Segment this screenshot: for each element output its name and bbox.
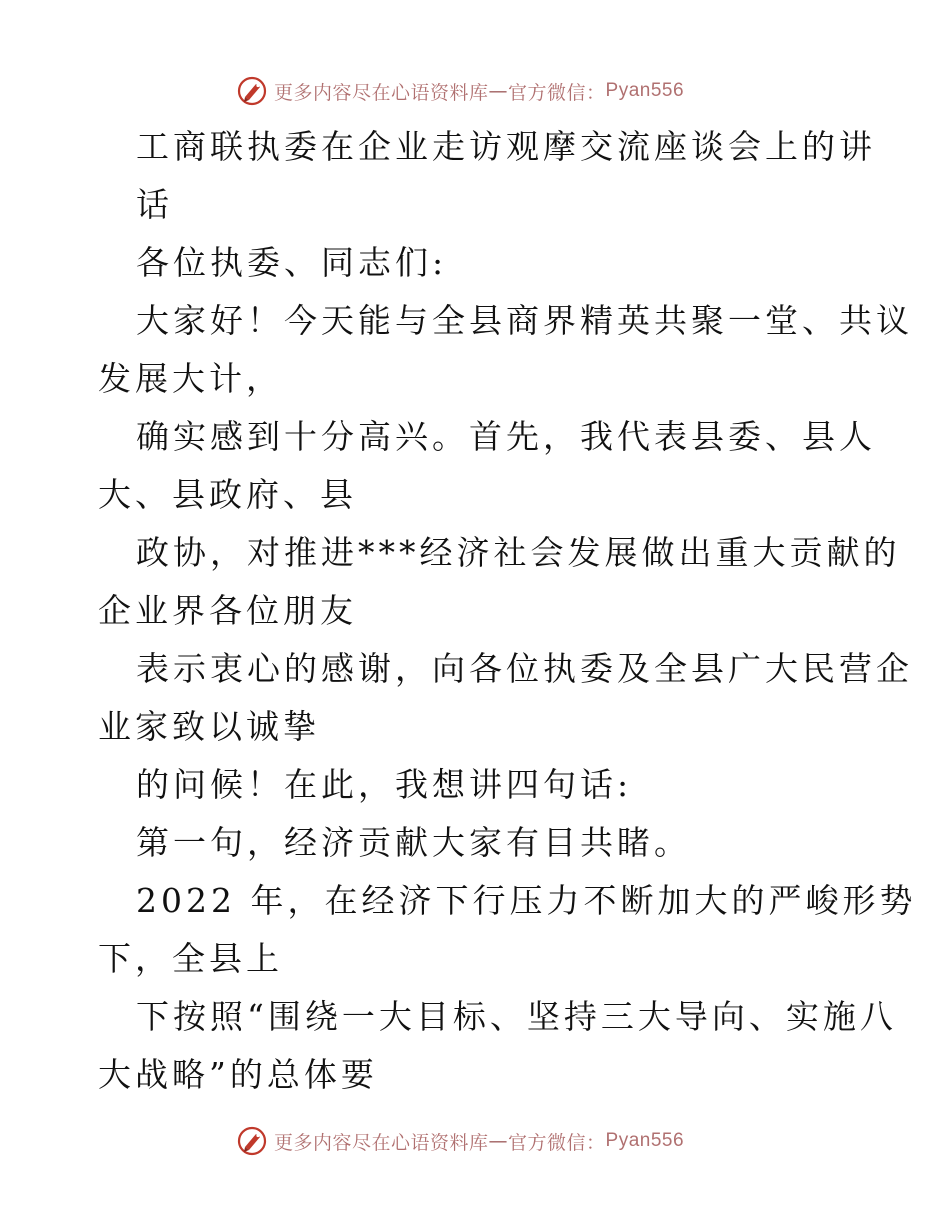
paragraph-line: 确实感到十分高兴。首先，我代表县委、县人	[136, 417, 876, 456]
header-watermark	[236, 74, 736, 108]
paragraph-line: 企业界各位朋友	[98, 591, 357, 630]
paragraph-line: 下，全县上	[98, 939, 283, 978]
watermark-wechat-id: Pyan556	[605, 80, 685, 101]
paragraph-line: 大战略”的总体要	[98, 1055, 378, 1094]
paragraph-line: 各位执委、同志们:	[136, 243, 448, 282]
document-title-line-1: 工商联执委在企业走访观摩交流座谈会上的讲	[136, 127, 876, 166]
paragraph-line: 第一句，经济贡献大家有目共睹。	[136, 823, 691, 862]
paragraph-line: 政协，对推进***经济社会发展做出重大贡献的	[136, 533, 901, 572]
pen-logo-icon	[236, 1125, 268, 1157]
paragraph-line: 下按照“围绕一大目标、坚持三大导向、实施八	[136, 997, 897, 1036]
paragraph-line: 表示衷心的感谢，向各位执委及全县广大民营企	[136, 649, 913, 688]
paragraph-line: 大、县政府、县	[98, 475, 357, 514]
paragraph-line: 业家致以诚挚	[98, 707, 320, 746]
footer-watermark	[236, 1124, 736, 1158]
watermark-wechat-label: 官方微信：	[508, 1131, 606, 1154]
paragraph-line: 的问候！在此，我想讲四句话:	[136, 765, 633, 804]
watermark-wechat-label: 官方微信：	[508, 81, 606, 104]
watermark-separator: —	[488, 1130, 509, 1152]
watermark-text: 更多内容尽在心语资料库	[274, 81, 489, 104]
watermark-separator: —	[488, 80, 509, 102]
paragraph-line: 发展大计，	[98, 359, 283, 398]
paragraph-line: 2022 年，在经济下行压力不断加大的严峻形势	[136, 881, 917, 920]
paragraph-line: 大家好！今天能与全县商界精英共聚一堂、共议	[136, 301, 913, 340]
document-title-line-2: 话	[136, 185, 173, 224]
watermark-wechat-id: Pyan556	[605, 1130, 685, 1151]
pen-logo-icon	[236, 75, 268, 107]
watermark-text: 更多内容尽在心语资料库	[274, 1131, 489, 1154]
